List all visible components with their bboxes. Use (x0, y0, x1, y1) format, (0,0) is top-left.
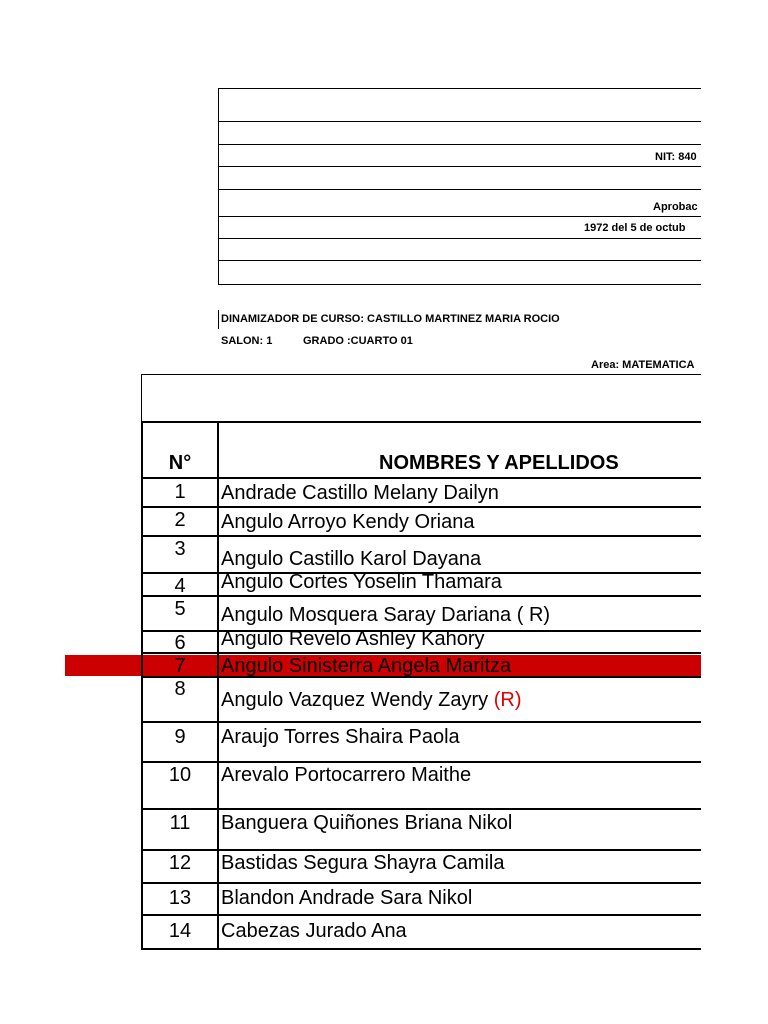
grado-text: GRADO :CUARTO 01 (303, 335, 413, 347)
row-number: 1 (174, 481, 186, 503)
row-number: 4 (174, 575, 186, 597)
row-number: 7 (174, 655, 186, 677)
table-row-rule (142, 761, 718, 763)
table-title-box (141, 374, 722, 423)
table-row-rule (142, 506, 718, 508)
student-name: Arevalo Portocarrero Maithe (221, 764, 472, 786)
page-crop-edge (701, 0, 768, 1024)
row-number: 14 (168, 920, 192, 942)
row-number: 10 (168, 764, 192, 786)
table-left-border (141, 421, 143, 950)
salon-text: SALON: 1 (221, 335, 273, 347)
row-number: 9 (174, 726, 186, 748)
student-name: Angulo Revelo Ashley Kahory (221, 628, 485, 650)
institution-header-box (218, 88, 719, 285)
area-text: Area: MATEMATICA (591, 359, 695, 371)
table-row-rule (142, 721, 718, 723)
column-header-name: NOMBRES Y APELLIDOS (379, 452, 619, 474)
table-row-rule (142, 808, 718, 810)
table-header-top-rule (142, 421, 718, 423)
student-name: Angulo Sinisterra Angela Maritza (221, 655, 512, 677)
row-number: 12 (168, 852, 192, 874)
repeat-mark: (R) (493, 689, 522, 711)
table-bottom-rule (142, 948, 718, 950)
student-name: Cabezas Jurado Ana (221, 920, 407, 942)
table-row-rule (142, 477, 718, 479)
student-name: Angulo Arroyo Kendy Oriana (221, 511, 475, 533)
dinamizador-text: DINAMIZADOR DE CURSO: CASTILLO MARTINEZ MARIA ROCIO (221, 313, 560, 325)
table-row-rule (142, 652, 718, 654)
student-name: Angulo Cortes Yoselin Thamara (221, 571, 502, 593)
row-number: 5 (174, 598, 186, 620)
table-column-divider (217, 421, 219, 950)
table-row-rule (142, 849, 718, 851)
header-rule (218, 189, 718, 190)
student-name: Angulo Mosquera Saray Dariana ( R) (221, 604, 551, 626)
row-number: 6 (174, 632, 186, 654)
row-number: 13 (168, 887, 192, 909)
row-number: 2 (174, 509, 186, 531)
header-rule (218, 121, 718, 122)
table-row-rule (142, 914, 718, 916)
student-name: Andrade Castillo Melany Dailyn (221, 482, 499, 504)
row-number: 8 (174, 678, 186, 700)
header-rule (218, 238, 718, 239)
table-row-rule (142, 535, 718, 537)
nit-text: NIT: 840 (655, 151, 697, 163)
student-name: Angulo Castillo Karol Dayana (221, 548, 482, 570)
column-header-number: N° (168, 452, 192, 474)
student-name: Araujo Torres Shaira Paola (221, 726, 460, 748)
table-row-rule (142, 595, 718, 597)
header-rule (218, 144, 718, 145)
student-name (221, 689, 522, 712)
info-marker-line (218, 310, 219, 329)
student-name: Banguera Quiñones Briana Nikol (221, 812, 513, 834)
header-rule (218, 216, 718, 217)
student-name: Bastidas Segura Shayra Camila (221, 852, 505, 874)
student-name-text: Angulo Vazquez Wendy Zayry (221, 689, 494, 711)
table-row-rule (142, 882, 718, 884)
row-number: 3 (174, 538, 186, 560)
aprobacion-text: Aprobac (653, 201, 698, 213)
header-rule (218, 166, 718, 167)
student-name: Blandon Andrade Sara Nikol (221, 887, 473, 909)
header-rule (218, 260, 718, 261)
row-number: 11 (169, 812, 191, 834)
resolucion-text: 1972 del 5 de octub (584, 222, 686, 234)
